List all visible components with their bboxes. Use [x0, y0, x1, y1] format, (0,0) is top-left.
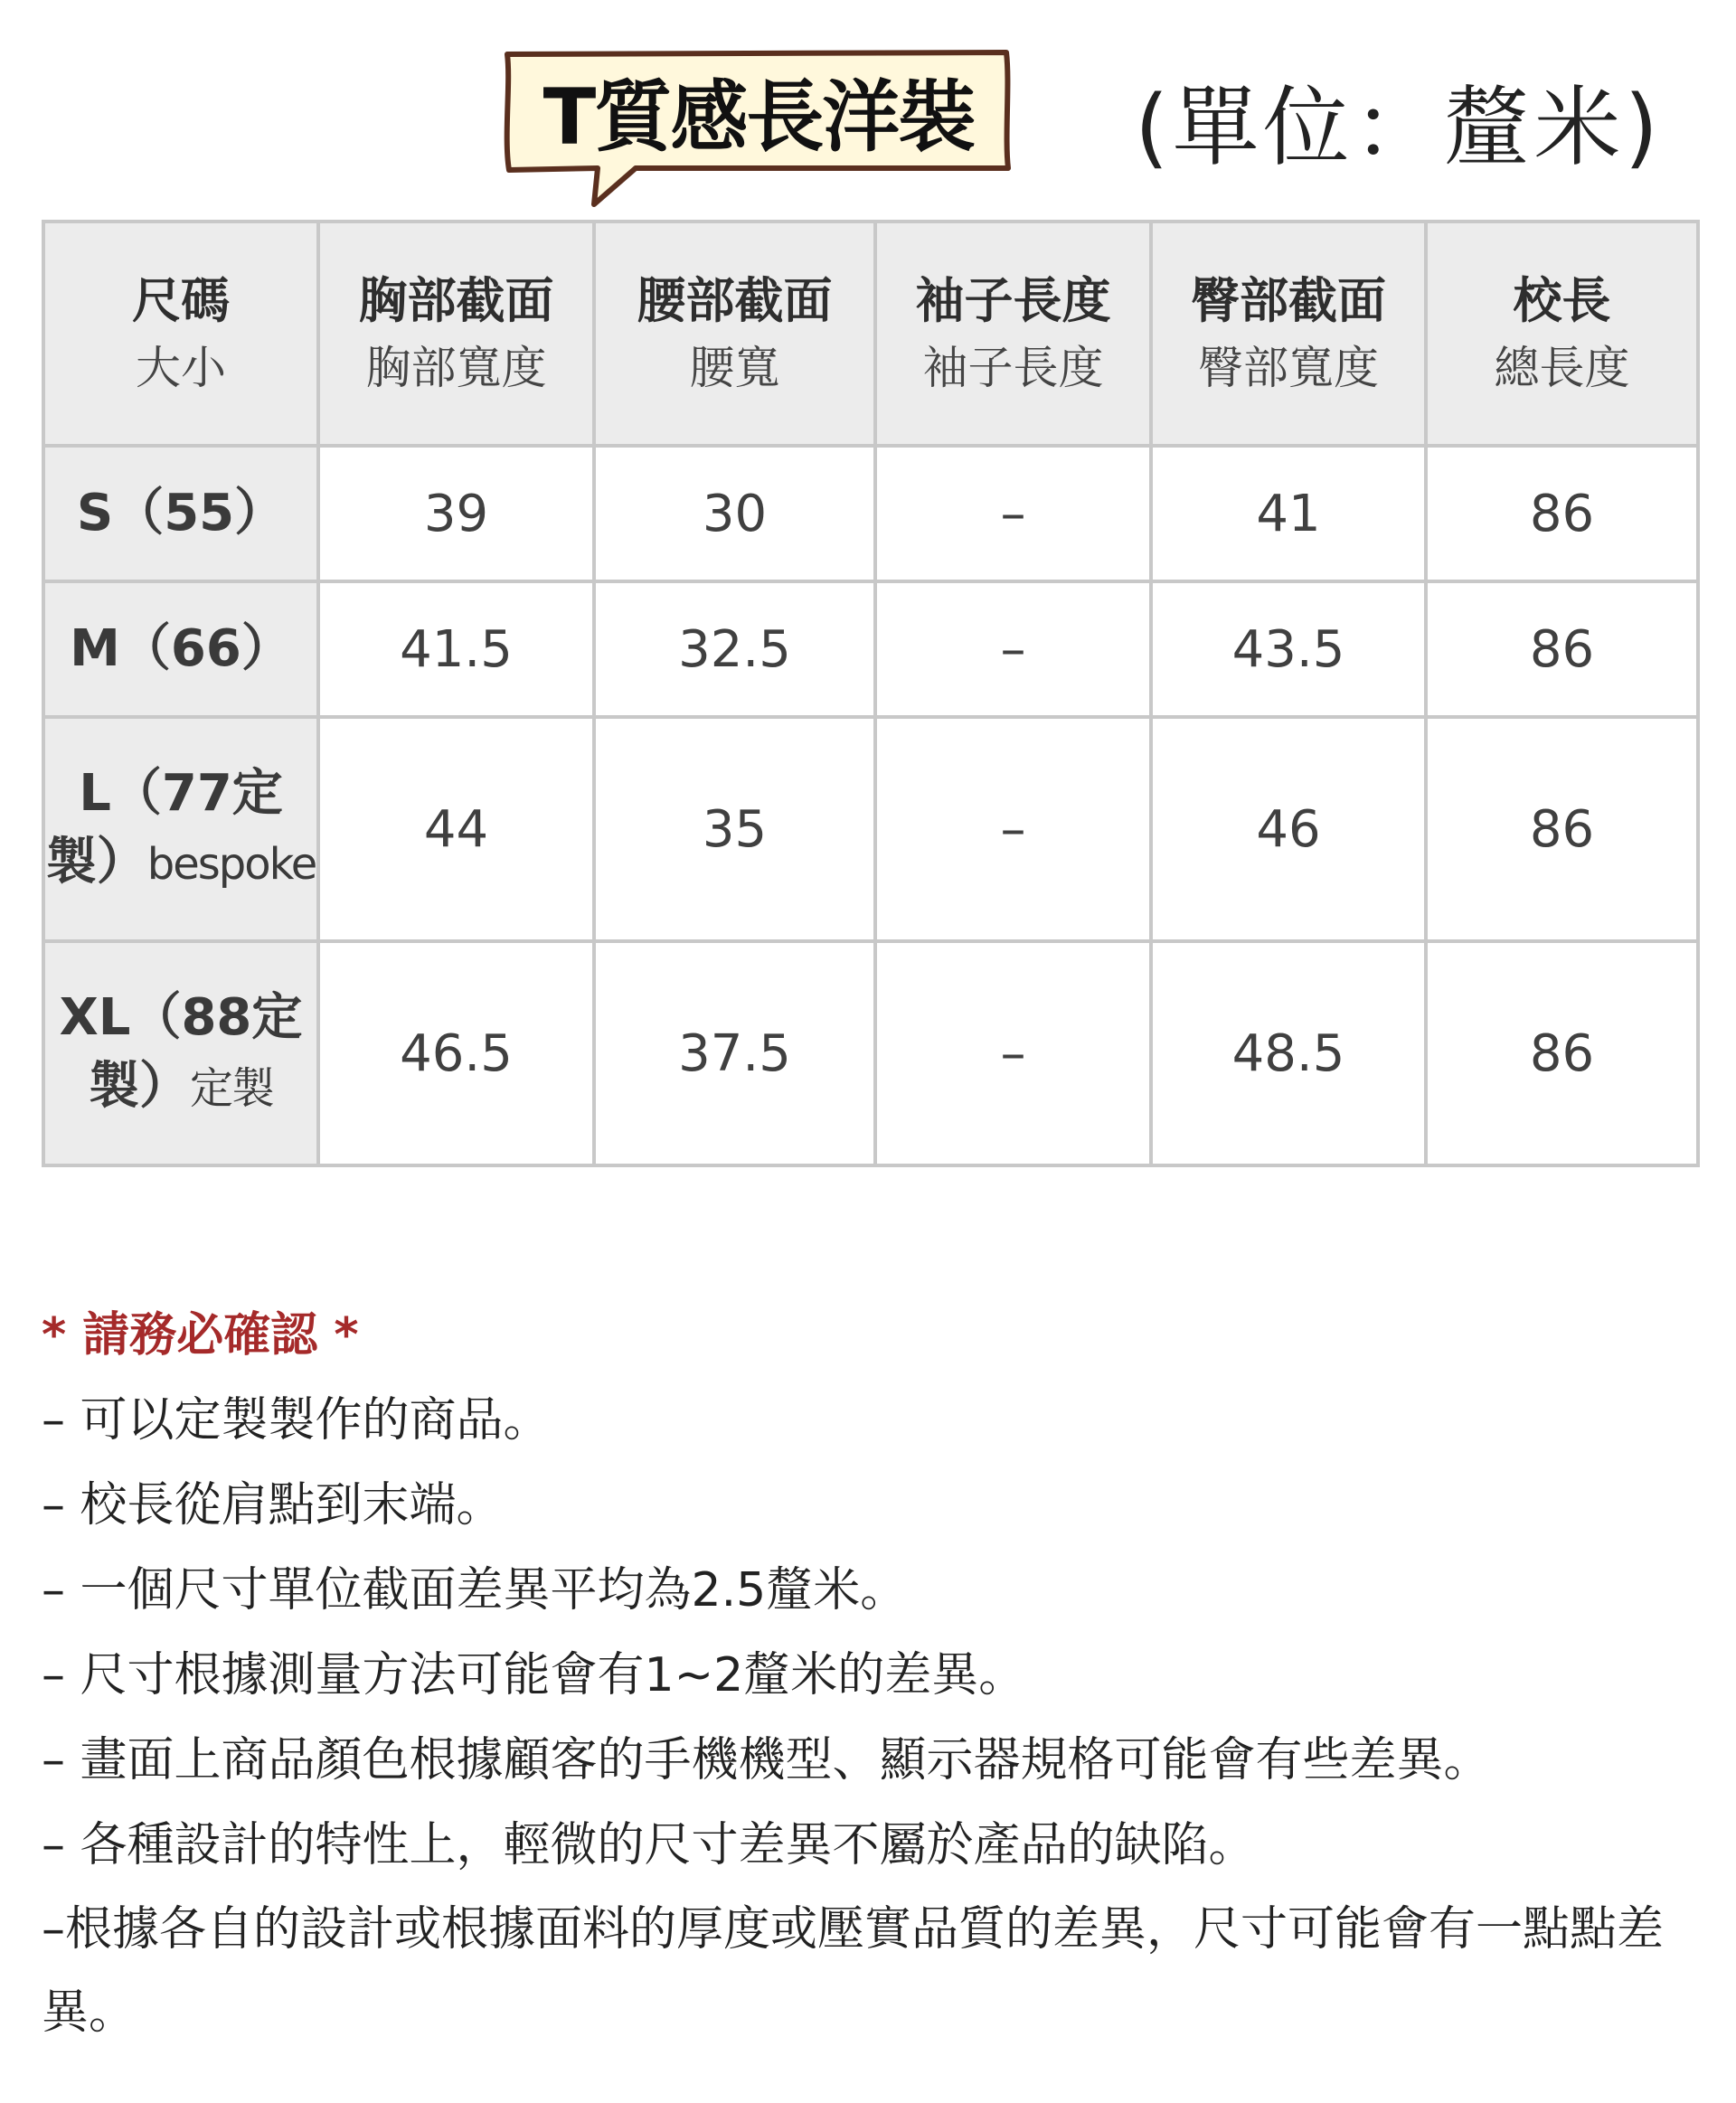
row-size-label: L（77定 製）bespoke — [43, 717, 318, 941]
table-row — [43, 581, 1698, 717]
header-length: 校長 總長度 — [1426, 222, 1698, 446]
unit-label: (單位：釐米) — [1135, 76, 1662, 178]
header-size: 尺碼 大小 — [43, 222, 318, 446]
table-header-row — [43, 222, 1698, 446]
table-cell: 35 — [594, 717, 875, 941]
table-row — [43, 941, 1698, 1165]
header-hip: 臀部截面 臀部寬度 — [1151, 222, 1426, 446]
row-size-label: XL（88定 製）定製 — [43, 941, 318, 1165]
warning-heading: * 請務必確認 * — [42, 1308, 359, 1363]
header-waist: 腰部截面 腰寬 — [594, 222, 875, 446]
table-cell: 32.5 — [594, 581, 875, 717]
table-cell: 43.5 — [1151, 581, 1426, 717]
note-item: – 尺寸根據測量方法可能會有1~2釐米的差異。 — [42, 1648, 1026, 1702]
row-size-label: M（66） — [43, 581, 318, 717]
product-title: T質感長洋裝 — [542, 72, 975, 163]
header-sleeve: 袖子長度 袖子長度 — [875, 222, 1151, 446]
table-row — [43, 446, 1698, 581]
table-cell: 44 — [318, 717, 594, 941]
note-item: – 一個尺寸單位截面差異平均為2.5釐米。 — [42, 1563, 908, 1617]
note-item: –根據各自的設計或根據面料的厚度或壓實品質的差異，尺寸可能會有一點點差異。 — [42, 1902, 1665, 2040]
note-item: – 各種設計的特性上，輕微的尺寸差異不屬於產品的缺陷。 — [42, 1818, 1256, 1872]
table-cell: 86 — [1426, 446, 1698, 581]
table-cell: 39 — [318, 446, 594, 581]
table-cell: 48.5 — [1151, 941, 1426, 1165]
note-item: – 校長從肩點到末端。 — [42, 1478, 504, 1532]
table-cell: 37.5 — [594, 941, 875, 1165]
notes-section — [42, 1293, 1705, 2054]
row-size-label: S（55） — [43, 446, 318, 581]
table-cell: 86 — [1426, 717, 1698, 941]
table-cell: 86 — [1426, 941, 1698, 1165]
size-table — [42, 220, 1700, 1167]
table-cell: 86 — [1426, 581, 1698, 717]
header-chest: 胸部截面 胸部寬度 — [318, 222, 594, 446]
table-cell: – — [875, 446, 1151, 581]
note-item: – 畫面上商品顏色根據顧客的手機機型、顯示器規格可能會有些差異。 — [42, 1733, 1491, 1787]
table-cell: – — [875, 941, 1151, 1165]
table-cell: – — [875, 581, 1151, 717]
table-cell: 46 — [1151, 717, 1426, 941]
note-item: – 可以定製製作的商品。 — [42, 1393, 551, 1448]
table-cell: 41.5 — [318, 581, 594, 717]
table-cell: 41 — [1151, 446, 1426, 581]
title-badge — [500, 47, 1017, 211]
table-cell: 46.5 — [318, 941, 594, 1165]
table-cell: – — [875, 717, 1151, 941]
table-row — [43, 717, 1698, 941]
table-cell: 30 — [594, 446, 875, 581]
